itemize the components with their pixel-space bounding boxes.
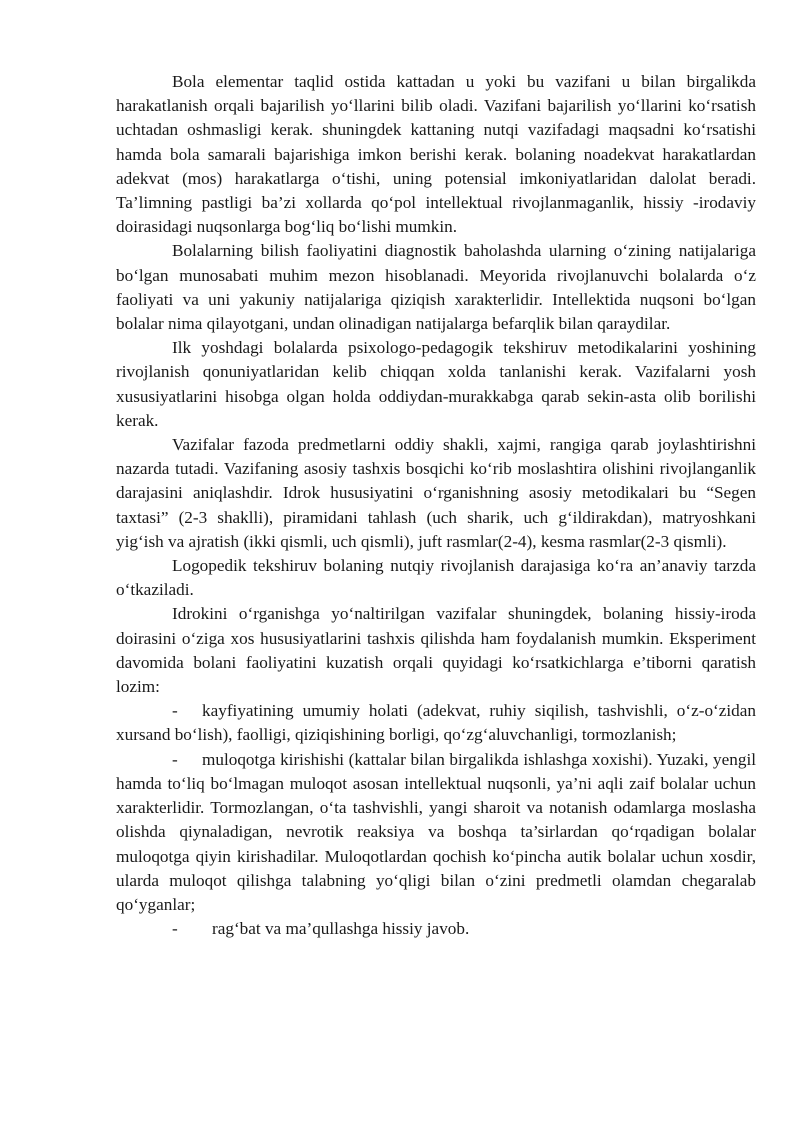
paragraph-5: Logopedik tekshiruv bolaning nutqiy rivojlanish darajasiga ko‘ra an’anaviy tarzda o‘tkaziladi.	[116, 556, 756, 600]
paragraph-6: Idrokini o‘rganishga yo‘naltirilgan vazifalar shuningdek, bolaning hissiy-iroda doirasini o‘ziga xos hususiyatlarini tashxis qilishda ham foydalanish mumkin. Eksperiment davomida bolani faoliyatini kuzatish orqali quyidagi ko‘rsatkichlarga e’tiborni qaratish lozim:	[116, 604, 756, 697]
paragraph-3: Ilk yoshdagi bolalarda psixologo-pedagogik tekshiruv metodikalarini yoshining rivojlanish qonuniyatlaridan kelib chiqqan xolda tanlanishi kerak. Vazifalarni yosh xususiyatlarini hisobga olgan holda oddiydan-murakkabga qarab sekin-asta olib borilishi kerak.	[116, 338, 756, 430]
bullet-item-mood	[116, 699, 756, 747]
bullet-dash: -	[172, 749, 178, 769]
paragraph-1: Bola elementar taqlid ostida kattadan u yoki bu vazifani u bilan birgalikda harakatlanish orqali bajarilish yo‘llarini bilib oladi. Vazifani bajarilish yo‘llarini ko‘rsatish uchtadan oshmasligi kerak. shuningdek kattaning nutqi vazifadagi maqsadni ko‘rsatishi hamda bola samarali bajarishiga imkon berishi kerak. bolaning noadekvat harakatlardan adekvat (mos) harakatlarga o‘tishi, uning potensial imkoniyatlaridan dalolat beradi. Ta’limning pastligi ba’zi xollarda qo‘pol intellektual rivojlanmaganlik, hissiy -irodaviy doirasidagi nuqsonlarga bog‘liq bo‘lishi mumkin.	[116, 72, 756, 237]
bullet-text: kayfiyatining umumiy holati (adekvat, ruhiy siqilish, tashvishli, o‘z-o‘zidan xursand bo‘lish), faolligi, qiziqishining borligi, qo‘zg‘aluvchanligi, tormozlanish;	[116, 701, 756, 745]
bullet-dash: -	[172, 701, 178, 721]
bullet-text: rag‘bat va ma’qullashga hissiy javob.	[212, 919, 470, 939]
bullet-dash: -	[172, 919, 178, 939]
bullet-text: muloqotga kirishishi (kattalar bilan birgalikda ishlashga xoxishi). Yuzaki, yengil hamda to‘liq bo‘lmagan muloqot asosan intellektual nuqsonli, ya’ni aqli zaif bolalar uchun xarakterlidir. Tormozlangan, o‘ta tashvishli, yangi sharoit va notanish odamlarga moslasha olishda qiynaladigan, nevrotik reaksiya va boshqa ta’sirlardan qo‘rqadigan bolalar muloqotga qiyin kirishadilar. Muloqotlardan qochish ko‘pincha autik bolalar uchun xosdir, ularda muloqot qilishga talabning yo‘qligi bilan o‘zini predmetli olamdan chegaralab qo‘yganlar;	[116, 749, 756, 914]
bullet-item-communication	[116, 748, 756, 917]
paragraph-4: Vazifalar fazoda predmetlarni oddiy shakli, xajmi, rangiga qarab joylashtirishni nazarda tutadi. Vazifaning asosiy tashxis bosqichi ko‘rib moslashtira olishini rivojlanganlik darajasini aniqlashdir. Idrok hususiyatini o‘rganishning asosiy metodikalari bu “Segen taxtasi” (2-3 shaklli), piramidani tahlash (uch sharik, uch g‘ildirakdan), matryoshkani yig‘ish va ajratish (ikki qismli, uch qismli), juft rasmlar(2-4), kesma rasmlar(2-3 qismli).	[116, 435, 756, 551]
paragraph-2: Bolalarning bilish faoliyatini diagnostik baholashda ularning o‘zining natijalariga bo‘lgan munosabati muhim mezon hisoblanadi. Meyorida rivojlanuvchi bolalarda o‘z faoliyati va uni yakuniy natijalariga qiziqish xarakterlidir. Intellektida nuqsoni bo‘lgan bolalar nima qilayotgani, undan olinadigan natijalarga befarqlik bilan qaraydilar.	[116, 241, 756, 334]
document-page	[116, 70, 756, 941]
bullet-item-response	[116, 917, 756, 941]
